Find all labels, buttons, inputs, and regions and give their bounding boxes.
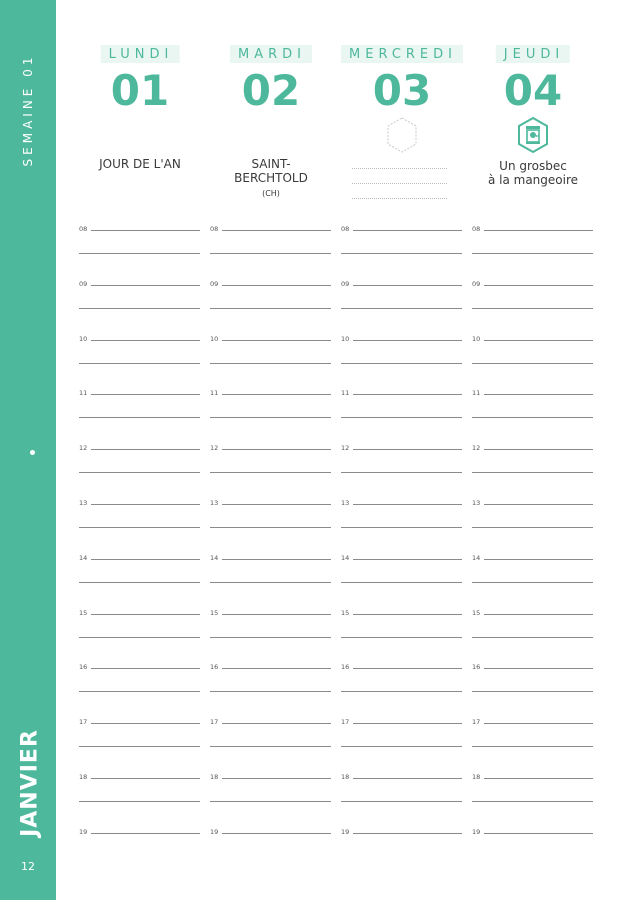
bird-feeder-icon — [517, 116, 549, 154]
hour-line — [484, 668, 593, 669]
sidebar — [0, 0, 56, 900]
half-hour-line — [79, 637, 200, 638]
hour-label: 17 — [79, 718, 88, 727]
holiday-text-line1: SAINT- — [251, 157, 291, 171]
hour-label: 19 — [472, 827, 481, 836]
hour-line — [484, 614, 593, 615]
hour-label: 15 — [210, 608, 219, 617]
hour-line — [91, 668, 200, 669]
day-column-thursday — [468, 0, 598, 215]
half-hour-line — [79, 746, 200, 747]
hour-line — [484, 833, 593, 834]
hour-line — [353, 559, 462, 560]
hour-slot[interactable] — [341, 335, 462, 365]
half-hour-line — [341, 417, 462, 418]
day-name: MERCREDI — [341, 45, 463, 63]
day-name: LUNDI — [101, 45, 180, 63]
day-number: 03 — [372, 66, 432, 115]
hour-label: 16 — [472, 663, 481, 672]
hour-slot[interactable] — [341, 609, 462, 639]
hour-line — [91, 340, 200, 341]
hour-label: 13 — [79, 499, 88, 507]
hour-line — [353, 230, 462, 231]
hour-slot[interactable] — [210, 444, 331, 474]
half-hour-line — [210, 363, 331, 364]
hour-label: 10 — [210, 334, 219, 343]
half-hour-line — [210, 527, 331, 528]
hour-label: 13 — [210, 499, 219, 507]
hour-slot[interactable] — [210, 225, 331, 255]
hour-line — [222, 833, 331, 834]
hour-line — [222, 340, 331, 341]
day-column-tuesday — [206, 0, 336, 215]
hour-slot[interactable] — [341, 280, 462, 310]
hour-slot[interactable] — [79, 444, 200, 474]
hour-label: 15 — [472, 608, 481, 617]
hour-label: 15 — [79, 608, 88, 617]
half-hour-line — [472, 637, 593, 638]
hour-slot[interactable] — [210, 499, 331, 529]
hour-line — [222, 668, 331, 669]
hour-label: 16 — [210, 663, 219, 672]
hour-slot[interactable] — [472, 773, 593, 803]
month-label: JANVIER — [17, 729, 43, 837]
hour-line — [484, 449, 593, 450]
hour-label: 14 — [210, 553, 219, 562]
hour-label: 16 — [79, 663, 88, 672]
hour-slot[interactable] — [210, 389, 331, 419]
hour-line — [222, 614, 331, 615]
half-hour-line — [472, 417, 593, 418]
half-hour-line — [79, 801, 200, 802]
sidebar-dot — [30, 450, 35, 455]
hour-line — [484, 504, 593, 505]
day-number: 01 — [110, 66, 170, 115]
hour-label: 09 — [472, 279, 481, 288]
week-label: SEMAINE 01 — [21, 53, 35, 167]
half-hour-line — [79, 527, 200, 528]
hour-line — [353, 778, 462, 779]
hour-label: 13 — [341, 499, 350, 507]
hour-label: 14 — [472, 553, 481, 562]
hour-slot[interactable] — [341, 389, 462, 419]
half-hour-line — [472, 527, 593, 528]
event-label — [468, 159, 598, 187]
hour-label: 17 — [472, 718, 481, 727]
holiday-region: (CH) — [262, 189, 280, 198]
hour-slot[interactable] — [210, 609, 331, 639]
hour-slot[interactable] — [341, 499, 462, 529]
day-column-wednesday — [337, 0, 467, 215]
hour-slot[interactable] — [472, 444, 593, 474]
hour-slot[interactable] — [79, 609, 200, 639]
hour-line — [91, 230, 200, 231]
half-hour-line — [341, 691, 462, 692]
hour-slot[interactable] — [472, 225, 593, 255]
half-hour-line — [341, 801, 462, 802]
hour-label: 19 — [341, 827, 350, 836]
blank-line — [352, 168, 447, 169]
hour-slot[interactable] — [341, 554, 462, 584]
hour-label: 18 — [210, 773, 219, 781]
hour-line — [484, 394, 593, 395]
hour-line — [353, 668, 462, 669]
hour-label: 09 — [341, 279, 350, 288]
day-column-monday — [75, 0, 205, 215]
hexagon-outline-icon — [386, 116, 418, 154]
half-hour-line — [79, 691, 200, 692]
half-hour-line — [472, 801, 593, 802]
half-hour-line — [341, 472, 462, 473]
hour-line — [484, 778, 593, 779]
hour-line — [222, 504, 331, 505]
hour-slot[interactable] — [79, 499, 200, 529]
half-hour-line — [472, 472, 593, 473]
hour-line — [222, 394, 331, 395]
hour-line — [222, 449, 331, 450]
half-hour-line — [341, 746, 462, 747]
hour-line — [353, 723, 462, 724]
hour-label: 15 — [341, 608, 350, 617]
half-hour-line — [341, 363, 462, 364]
hour-slot[interactable] — [472, 718, 593, 748]
half-hour-line — [210, 582, 331, 583]
hour-slot[interactable] — [210, 335, 331, 365]
hour-slot[interactable] — [472, 389, 593, 419]
hour-label: 09 — [210, 279, 219, 288]
hour-line — [91, 559, 200, 560]
event-text-line2: à la mangeoire — [487, 173, 579, 187]
hour-slot[interactable] — [472, 828, 593, 858]
half-hour-line — [79, 253, 200, 254]
hour-slot[interactable] — [341, 444, 462, 474]
half-hour-line — [210, 746, 331, 747]
hour-line — [353, 340, 462, 341]
hour-line — [484, 340, 593, 341]
hour-label: 19 — [79, 827, 88, 836]
half-hour-line — [341, 637, 462, 638]
half-hour-line — [472, 691, 593, 692]
hour-label: 08 — [341, 225, 350, 233]
hour-line — [353, 833, 462, 834]
holiday-label — [206, 157, 336, 201]
half-hour-line — [210, 637, 331, 638]
hour-slot[interactable] — [79, 718, 200, 748]
hour-slot[interactable] — [79, 335, 200, 365]
hour-slot[interactable] — [79, 554, 200, 584]
hour-line — [91, 449, 200, 450]
hour-line — [91, 723, 200, 724]
hour-slot[interactable] — [79, 663, 200, 693]
day-name: MARDI — [230, 45, 312, 63]
hour-slot[interactable] — [210, 718, 331, 748]
hour-line — [484, 285, 593, 286]
hour-label: 17 — [210, 718, 219, 727]
hour-line — [91, 285, 200, 286]
hour-label: 12 — [472, 444, 481, 453]
holiday-label — [75, 157, 205, 171]
hour-label: 14 — [341, 553, 350, 562]
hour-line — [222, 723, 331, 724]
hour-label: 12 — [210, 444, 219, 453]
hour-slot[interactable] — [472, 280, 593, 310]
hour-line — [484, 723, 593, 724]
hour-line — [353, 394, 462, 395]
hour-label: 08 — [79, 225, 88, 233]
day-number: 02 — [241, 66, 301, 115]
hour-slot[interactable] — [341, 663, 462, 693]
day-number: 04 — [503, 66, 563, 115]
hour-slot[interactable] — [210, 280, 331, 310]
hour-label: 13 — [472, 499, 481, 507]
half-hour-line — [210, 417, 331, 418]
blank-line — [352, 198, 447, 199]
hour-slot[interactable] — [210, 773, 331, 803]
half-hour-line — [472, 363, 593, 364]
half-hour-line — [210, 691, 331, 692]
half-hour-line — [210, 472, 331, 473]
hour-label: 19 — [210, 827, 219, 836]
half-hour-line — [472, 746, 593, 747]
hour-slot[interactable] — [79, 280, 200, 310]
hour-slot[interactable] — [341, 225, 462, 255]
hour-slot[interactable] — [341, 718, 462, 748]
hour-line — [353, 285, 462, 286]
half-hour-line — [341, 582, 462, 583]
hour-slot[interactable] — [210, 828, 331, 858]
hour-slot[interactable] — [472, 499, 593, 529]
hour-slot[interactable] — [79, 225, 200, 255]
half-hour-line — [472, 253, 593, 254]
day-name: JEUDI — [496, 45, 570, 63]
hour-slot[interactable] — [472, 663, 593, 693]
holiday-text: JOUR DE L'AN — [99, 157, 181, 171]
half-hour-line — [79, 472, 200, 473]
hour-slot[interactable] — [79, 828, 200, 858]
hour-slot[interactable] — [210, 663, 331, 693]
half-hour-line — [79, 582, 200, 583]
hour-line — [222, 559, 331, 560]
hour-slot[interactable] — [341, 828, 462, 858]
half-hour-line — [210, 308, 331, 309]
hour-label: 18 — [79, 773, 88, 781]
hour-slot[interactable] — [79, 389, 200, 419]
hour-line — [222, 778, 331, 779]
hour-line — [91, 504, 200, 505]
half-hour-line — [79, 417, 200, 418]
hour-label: 12 — [341, 444, 350, 453]
hour-slot[interactable] — [472, 609, 593, 639]
half-hour-line — [472, 582, 593, 583]
hour-line — [353, 614, 462, 615]
hour-label: 18 — [341, 773, 350, 781]
hour-slot[interactable] — [210, 554, 331, 584]
hour-label: 17 — [341, 718, 350, 727]
hour-label: 11 — [341, 389, 350, 398]
hour-label: 11 — [472, 389, 481, 398]
hour-label: 16 — [341, 663, 350, 672]
hour-line — [91, 394, 200, 395]
page-number: 12 — [21, 860, 35, 873]
half-hour-line — [341, 253, 462, 254]
hour-label: 18 — [472, 773, 481, 781]
half-hour-line — [79, 363, 200, 364]
hour-label: 08 — [210, 225, 219, 233]
hour-label: 11 — [210, 389, 219, 398]
half-hour-line — [472, 308, 593, 309]
hour-line — [222, 230, 331, 231]
half-hour-line — [79, 308, 200, 309]
hour-line — [222, 285, 331, 286]
hour-label: 11 — [79, 389, 88, 398]
hour-line — [353, 504, 462, 505]
holiday-text-line2: BERCHTOLD — [234, 171, 308, 185]
hour-label: 10 — [472, 334, 481, 343]
hour-slot[interactable] — [341, 773, 462, 803]
hour-label: 10 — [341, 334, 350, 343]
hour-label: 14 — [79, 553, 88, 562]
half-hour-line — [341, 527, 462, 528]
hour-line — [484, 559, 593, 560]
blank-line — [352, 183, 447, 184]
hour-line — [91, 778, 200, 779]
event-text-line1: Un grosbec — [499, 159, 567, 173]
hour-line — [353, 449, 462, 450]
hour-label: 10 — [79, 334, 88, 343]
half-hour-line — [341, 308, 462, 309]
hour-slot[interactable] — [472, 554, 593, 584]
hour-line — [484, 230, 593, 231]
hour-label: 08 — [472, 225, 481, 233]
hour-slot[interactable] — [79, 773, 200, 803]
hour-line — [91, 833, 200, 834]
hour-line — [91, 614, 200, 615]
hour-slot[interactable] — [472, 335, 593, 365]
hour-label: 12 — [79, 444, 88, 453]
half-hour-line — [210, 253, 331, 254]
hour-label: 09 — [79, 279, 88, 288]
half-hour-line — [210, 801, 331, 802]
